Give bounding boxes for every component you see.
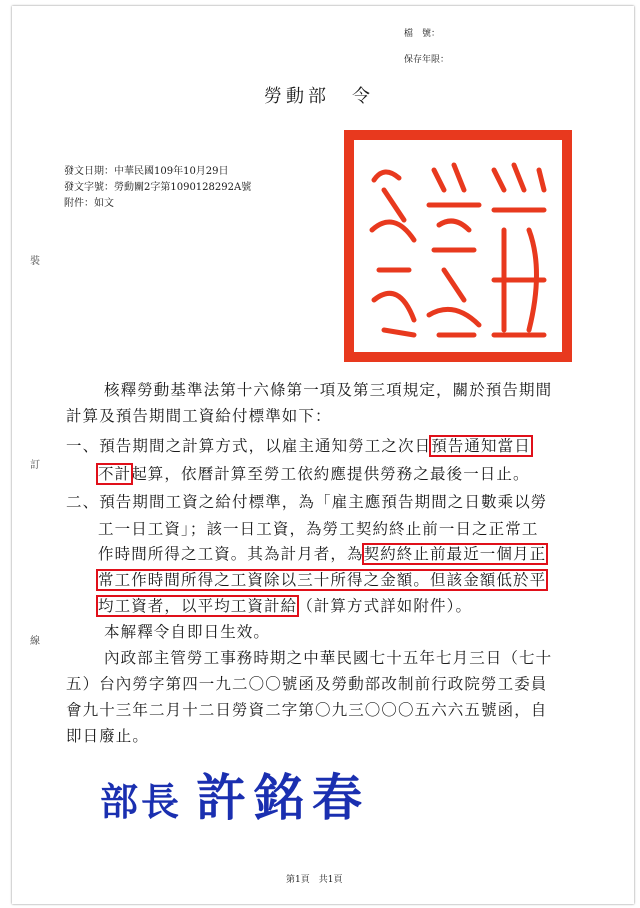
attachment: 附件：如文 (64, 198, 114, 209)
item-2-line (98, 568, 546, 590)
item-2-line (98, 542, 546, 564)
file-number-label: 檔 號： (404, 29, 441, 39)
repeal-line: 內政部主管勞工事務時期之中華民國七十五年七月三日（七十 (104, 649, 553, 667)
signature-title: 部長 (100, 780, 183, 824)
issue-date: 發文日期：中華民國109年10月29日 (64, 166, 229, 177)
document-number: 發文字號：勞動關2字第1090128292A號 (64, 182, 252, 193)
highlight-box: 均工資者，以平均工資計給 (98, 597, 298, 615)
official-seal (344, 130, 572, 362)
highlight-box: 常工作時間所得之工資除以三十所得之金額。但該金額低於平 (98, 571, 547, 589)
binding-mark: 裝 (30, 256, 40, 267)
item-2-line (98, 594, 472, 616)
intro-line: 核釋勞動基準法第十六條第一項及第三項規定，關於預告期間 (104, 381, 553, 399)
repeal-line: 會九十三年二月十二日勞資二字第〇九三〇〇〇五六六五號函，自 (66, 701, 548, 719)
highlight-box: 不計 (98, 465, 132, 483)
item-2-text: （計算方式詳如附件）。 (297, 597, 473, 615)
highlight-box: 契約終止前最近一個月正 (363, 545, 547, 563)
repeal-line: 即日廢止。 (66, 727, 150, 745)
item-2-line: 工一日工資」；該一日工資，為勞工契約終止前一日之正常工 (98, 520, 539, 538)
item-2-text: 作時間所得之工資。其為計月者，為 (98, 545, 364, 563)
repeal-line: 五）台內勞字第四一九二〇〇號函及勞動部改制前行政院勞工委員 (66, 675, 548, 693)
highlight-box: 預告通知當日 (431, 437, 531, 455)
item-2-line: 二、預告期間工資之給付標準，為「雇主應預告期間之日數乘以勞 (66, 493, 548, 511)
effective-line: 本解釋令自即日生效。 (104, 623, 271, 641)
item-1-line (98, 462, 530, 484)
page-footer: 第1頁 共1頁 (286, 875, 343, 885)
intro-line: 計算及預告期間工資給付標準如下： (66, 407, 332, 425)
item-1-text: 一、預告期間之計算方式，以雇主通知勞工之次日 (66, 437, 432, 455)
binding-mark: 訂 (30, 460, 40, 471)
item-1-line (66, 434, 531, 456)
page-title: 勞動部 令 (264, 86, 374, 107)
retention-label: 保存年限： (404, 55, 450, 65)
item-1-text: 起算，依曆計算至勞工依約應提供勞務之最後一日止。 (131, 465, 530, 483)
signature-name: 許銘春 (196, 769, 371, 827)
binding-mark: 線 (30, 636, 40, 647)
signature (100, 758, 370, 830)
